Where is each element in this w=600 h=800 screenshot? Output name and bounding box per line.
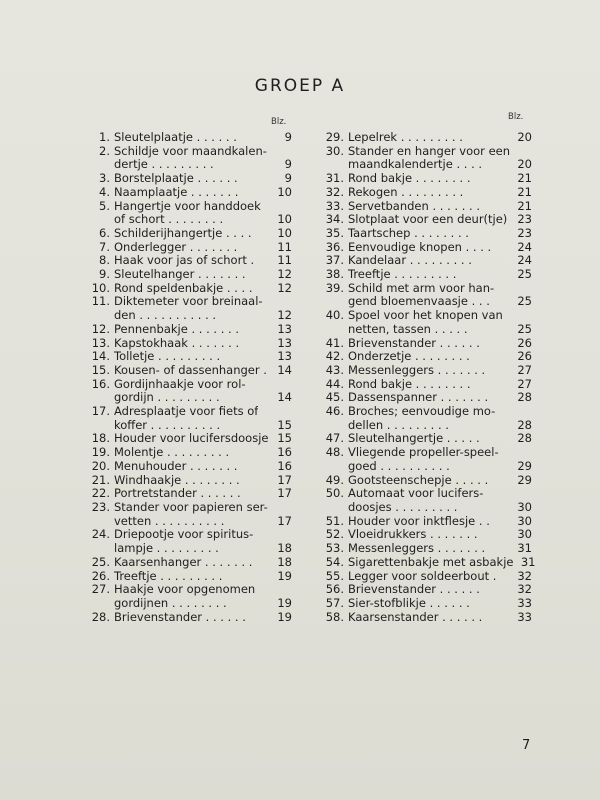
entry-number: 43. [325, 362, 344, 377]
index-entry [318, 515, 532, 529]
index-entry [84, 446, 292, 460]
entry-text: Gordijnhaakje voor rol- [114, 377, 246, 391]
entry-page: 15 [277, 432, 292, 446]
entry-text: Servetbanden . . . . . . . [348, 199, 480, 213]
index-entry [84, 227, 292, 241]
entry-text: maandkalendertje . . . . [348, 158, 483, 172]
entry-text: Treeftje . . . . . . . . . [348, 268, 457, 282]
entry-text: Taartschep . . . . . . . . [348, 226, 469, 240]
entry-text: Diktemeter voor breinaal- [114, 295, 263, 309]
entry-page: 33 [517, 610, 532, 624]
entry-text: Eenvoudige knopen . . . . [348, 240, 492, 254]
entry-page: 29 [517, 459, 532, 473]
entry-text: Sleutelplaatje . . . . . . [114, 131, 237, 144]
entry-text: gend bloemenvaasje . . . [348, 295, 490, 309]
entry-number: 41. [325, 335, 344, 350]
entry-page: 24 [517, 240, 532, 254]
entry-number: 54. [325, 554, 344, 569]
entry-page: 33 [517, 596, 532, 610]
entry-text: Kandelaar . . . . . . . . . [348, 254, 472, 268]
entry-page: 18 [277, 542, 292, 556]
entry-number: 29. [325, 130, 344, 144]
page-number: 7 [522, 738, 531, 753]
entry-text: Brievenstander . . . . . . [348, 583, 480, 597]
index-entry [84, 186, 292, 200]
index-entry [84, 570, 292, 584]
index-entry [318, 131, 532, 145]
entry-text: Brievenstander . . . . . . [114, 610, 246, 624]
index-entry [84, 323, 292, 337]
entry-page: 25 [517, 322, 532, 336]
index-entry [318, 213, 532, 227]
entry-page: 31 [517, 542, 532, 556]
index-entry [84, 145, 292, 172]
entry-page: 16 [277, 459, 292, 473]
index-entry [318, 405, 532, 432]
index-entry [84, 172, 292, 186]
entry-number: 32. [325, 184, 344, 199]
entry-text: Sigarettenbakje met asbakje [348, 555, 514, 569]
entry-number: 21. [91, 472, 110, 487]
right-blz-label: Blz. [508, 112, 524, 122]
entry-page: 25 [517, 268, 532, 282]
entry-text: Rond bakje . . . . . . . . [348, 377, 471, 391]
entry-page: 23 [517, 226, 532, 240]
index-entry [84, 254, 292, 268]
index-entry [84, 487, 292, 501]
entry-text: Automaat voor lucifers- [348, 487, 484, 501]
index-entry [84, 432, 292, 446]
index-entry [84, 528, 292, 555]
entry-number: 38. [325, 267, 344, 282]
entry-text: Stander voor papieren ser- [114, 500, 268, 514]
entry-text: Adresplaatje voor fiets of [114, 405, 259, 419]
entry-text: Houder voor lucifersdoosje [114, 432, 269, 446]
entry-page: 11 [277, 240, 292, 254]
entry-number: 13. [91, 335, 110, 350]
index-entry [84, 282, 292, 296]
entry-page: 21 [517, 199, 532, 213]
entry-number: 44. [325, 376, 344, 391]
entry-text: Naamplaatje . . . . . . . [114, 185, 239, 199]
index-entry [318, 241, 532, 255]
entry-text: Sleutelhangertje . . . . . [348, 432, 480, 446]
entry-text: Schilderijhangertje . . . . [114, 226, 252, 240]
entry-text: Onderlegger . . . . . . . [114, 240, 238, 254]
entry-text: Menuhouder . . . . . . . [114, 459, 238, 473]
entry-text: netten, tassen . . . . . [348, 322, 468, 336]
entry-number: 40. [325, 308, 344, 323]
index-entry [318, 432, 532, 446]
entry-number: 8. [99, 253, 110, 268]
index-entry [318, 487, 532, 514]
entry-number: 4. [99, 184, 110, 199]
index-entry [84, 131, 292, 145]
index-entry [84, 295, 292, 322]
entry-text: Sleutelhanger . . . . . . . [114, 268, 246, 282]
index-entry [318, 583, 532, 597]
entry-number: 26. [91, 568, 110, 583]
entry-text: Treeftje . . . . . . . . . [114, 569, 223, 583]
entry-number: 24. [91, 527, 110, 542]
entry-page: 19 [277, 610, 292, 624]
entry-text: koffer . . . . . . . . . . [114, 418, 221, 432]
entry-page: 21 [517, 185, 532, 199]
entry-page: 30 [517, 528, 532, 542]
entry-page: 21 [517, 172, 532, 186]
entry-text: Kaarsenhanger . . . . . . . [114, 555, 253, 569]
entry-text: Messenleggers . . . . . . . [348, 363, 486, 377]
index-entry [84, 460, 292, 474]
entry-page: 12 [277, 268, 292, 282]
left-index-column [84, 131, 292, 624]
entry-page: 19 [277, 569, 292, 583]
index-entry [318, 145, 532, 172]
entry-number: 11. [91, 294, 110, 309]
entry-page: 20 [517, 158, 532, 172]
entry-number: 19. [91, 445, 110, 460]
entry-page: 25 [517, 295, 532, 309]
index-entry [318, 337, 532, 351]
index-entry [318, 172, 532, 186]
page-title: GROEP A [254, 76, 346, 96]
entry-number: 56. [325, 582, 344, 597]
index-entry [84, 200, 292, 227]
entry-number: 46. [325, 404, 344, 419]
entry-page: 30 [517, 500, 532, 514]
entry-text: Hangertje voor handdoek [114, 199, 261, 213]
entry-text: Houder voor inktflesje . . [348, 514, 490, 528]
left-blz-label: Blz. [271, 117, 287, 127]
index-entry [318, 282, 532, 309]
entry-page: 10 [277, 213, 292, 227]
index-entry [84, 556, 292, 570]
entry-number: 23. [91, 499, 110, 514]
entry-number: 58. [325, 609, 344, 624]
index-entry [84, 501, 292, 528]
entry-number: 31. [325, 171, 344, 186]
right-index-column [318, 130, 536, 624]
entry-number: 2. [99, 143, 110, 158]
entry-page: 24 [517, 254, 532, 268]
entry-page: 13 [277, 336, 292, 350]
index-entry [318, 227, 532, 241]
entry-number: 6. [99, 225, 110, 240]
index-entry [84, 583, 292, 610]
entry-page: 15 [277, 418, 292, 432]
entry-text: Rond speldenbakje . . . . [114, 281, 253, 295]
entry-text: Haakje voor opgenomen [114, 583, 256, 597]
index-entry [318, 528, 532, 542]
entry-number: 14. [91, 349, 110, 364]
index-entry [84, 268, 292, 282]
entry-text: Broches; eenvoudige mo- [348, 405, 496, 419]
entry-number: 18. [91, 431, 110, 446]
index-entry [318, 391, 532, 405]
entry-page: 29 [517, 473, 532, 487]
entry-text: vetten . . . . . . . . . . [114, 514, 225, 528]
entry-text: Rond bakje . . . . . . . . [348, 172, 471, 186]
entry-text: Driepootje voor spiritus- [114, 528, 254, 542]
index-entry [84, 241, 292, 255]
index-entry [318, 554, 536, 570]
entry-number: 10. [91, 280, 110, 295]
index-entry [318, 254, 532, 268]
entry-text: gordijn . . . . . . . . . [114, 391, 220, 405]
index-entry [318, 350, 532, 364]
index-entry [318, 364, 532, 378]
entry-number: 45. [325, 390, 344, 405]
entry-text: dertje . . . . . . . . . [114, 158, 214, 172]
entry-text: Kapstokhaak . . . . . . . [114, 336, 240, 350]
entry-text: Schildje voor maandkalen- [114, 144, 267, 158]
entry-text: Windhaakje . . . . . . . . [114, 473, 240, 487]
entry-page: 27 [517, 377, 532, 391]
entry-text: Messenleggers . . . . . . . [348, 542, 486, 556]
entry-text: den . . . . . . . . . . . [114, 309, 217, 323]
index-entry [84, 474, 292, 488]
index-entry [84, 337, 292, 351]
entry-text: Lepelrek . . . . . . . . . [348, 131, 463, 144]
entry-number: 5. [99, 198, 110, 213]
entry-number: 15. [91, 362, 110, 377]
index-entry [84, 378, 292, 405]
entry-text: goed . . . . . . . . . . [348, 459, 450, 473]
index-entry [318, 378, 532, 392]
entry-page: 16 [277, 446, 292, 460]
entry-number: 16. [91, 376, 110, 391]
entry-page: 20 [517, 131, 532, 144]
entry-text: Borstelplaatje . . . . . . [114, 172, 238, 186]
entry-page: 30 [517, 514, 532, 528]
entry-page: 10 [277, 185, 292, 199]
entry-text: Haak voor jas of schort . [114, 254, 255, 268]
entry-page: 18 [277, 555, 292, 569]
entry-number: 33. [325, 198, 344, 213]
entry-page: 13 [277, 322, 292, 336]
index-entry [318, 186, 532, 200]
entry-text: Kousen- of dassenhanger . [114, 363, 267, 377]
entry-page: 26 [517, 350, 532, 364]
entry-page: 14 [277, 363, 292, 377]
entry-page: 9 [284, 158, 292, 172]
entry-number: 55. [325, 568, 344, 583]
entry-text: dellen . . . . . . . . . [348, 418, 449, 432]
entry-page: 13 [277, 350, 292, 364]
entry-text: doosjes . . . . . . . . . [348, 500, 458, 514]
index-entry [318, 597, 532, 611]
entry-page: 9 [284, 172, 292, 186]
entry-number: 17. [91, 404, 110, 419]
entry-page: 9 [284, 131, 292, 144]
entry-number: 20. [91, 458, 110, 473]
entry-page: 11 [277, 254, 292, 268]
entry-text: Rekogen . . . . . . . . . [348, 185, 464, 199]
index-entry [318, 446, 532, 473]
entry-number: 28. [91, 609, 110, 624]
entry-number: 48. [325, 445, 344, 460]
entry-number: 39. [325, 280, 344, 295]
entry-number: 30. [325, 143, 344, 158]
entry-number: 7. [99, 239, 110, 254]
entry-text: Portretstander . . . . . . [114, 487, 241, 501]
entry-page: 12 [277, 309, 292, 323]
index-entry [318, 474, 532, 488]
entry-number: 3. [99, 171, 110, 186]
entry-page: 17 [277, 473, 292, 487]
entry-number: 57. [325, 595, 344, 610]
entry-number: 51. [325, 513, 344, 528]
entry-text: Molentje . . . . . . . . . [114, 446, 230, 460]
entry-number: 27. [91, 582, 110, 597]
index-entry [84, 611, 292, 625]
entry-text: Sier-stofblikje . . . . . . [348, 596, 470, 610]
entry-number: 50. [325, 486, 344, 501]
entry-number: 9. [99, 267, 110, 282]
entry-text: Legger voor soldeerbout . [348, 569, 497, 583]
entry-text: Schild met arm voor han- [348, 281, 495, 295]
entry-text: gordijnen . . . . . . . . [114, 596, 227, 610]
entry-number: 25. [91, 554, 110, 569]
entry-page: 32 [517, 583, 532, 597]
index-entry [318, 570, 532, 584]
index-entry [84, 364, 292, 378]
entry-number: 35. [325, 225, 344, 240]
entry-number: 37. [325, 253, 344, 268]
entry-text: of schort . . . . . . . . [114, 213, 224, 227]
entry-page: 28 [517, 432, 532, 446]
index-entry [318, 268, 532, 282]
entry-text: Slotplaat voor een deur(tje) [348, 213, 508, 227]
entry-text: Pennenbakje . . . . . . . [114, 322, 239, 336]
index-entry [84, 405, 292, 432]
entry-text: Gootsteenschepje . . . . . [348, 473, 489, 487]
entry-number: 47. [325, 431, 344, 446]
entry-number: 12. [91, 321, 110, 336]
entry-page: 23 [517, 213, 532, 227]
index-entry [318, 611, 532, 625]
entry-text: Tolletje . . . . . . . . . [114, 350, 221, 364]
entry-text: Dassenspanner . . . . . . . [348, 391, 489, 405]
entry-number: 42. [325, 349, 344, 364]
entry-text: Kaarsenstander . . . . . . [348, 610, 483, 624]
entry-page: 32 [517, 569, 532, 583]
entry-page: 28 [517, 391, 532, 405]
index-entry [318, 200, 532, 214]
index-entry [318, 542, 532, 556]
entry-page: 27 [517, 363, 532, 377]
entry-text: Spoel voor het knopen van [348, 309, 503, 323]
entry-text: Brievenstander . . . . . . [348, 336, 480, 350]
entry-page: 10 [277, 226, 292, 240]
entry-number: 36. [325, 239, 344, 254]
entry-page: 31 [520, 555, 536, 569]
entry-page: 28 [517, 418, 532, 432]
entry-number: 49. [325, 472, 344, 487]
entry-text: Stander en hanger voor een [348, 144, 511, 158]
entry-page: 14 [277, 391, 292, 405]
entry-text: Vloeidrukkers . . . . . . . [348, 528, 478, 542]
entry-number: 22. [91, 486, 110, 501]
entry-page: 17 [277, 487, 292, 501]
index-entry [318, 309, 532, 336]
entry-number: 52. [325, 527, 344, 542]
entry-number: 34. [325, 212, 344, 227]
entry-text: Vliegende propeller-speel- [348, 446, 499, 460]
entry-number: 53. [325, 541, 344, 556]
entry-number: 1. [99, 130, 110, 144]
entry-page: 26 [517, 336, 532, 350]
entry-text: lampje . . . . . . . . . [114, 542, 219, 556]
entry-page: 17 [277, 514, 292, 528]
entry-page: 19 [277, 596, 292, 610]
entry-page: 12 [277, 281, 292, 295]
index-entry [84, 350, 292, 364]
entry-text: Onderzetje . . . . . . . . [348, 350, 470, 364]
